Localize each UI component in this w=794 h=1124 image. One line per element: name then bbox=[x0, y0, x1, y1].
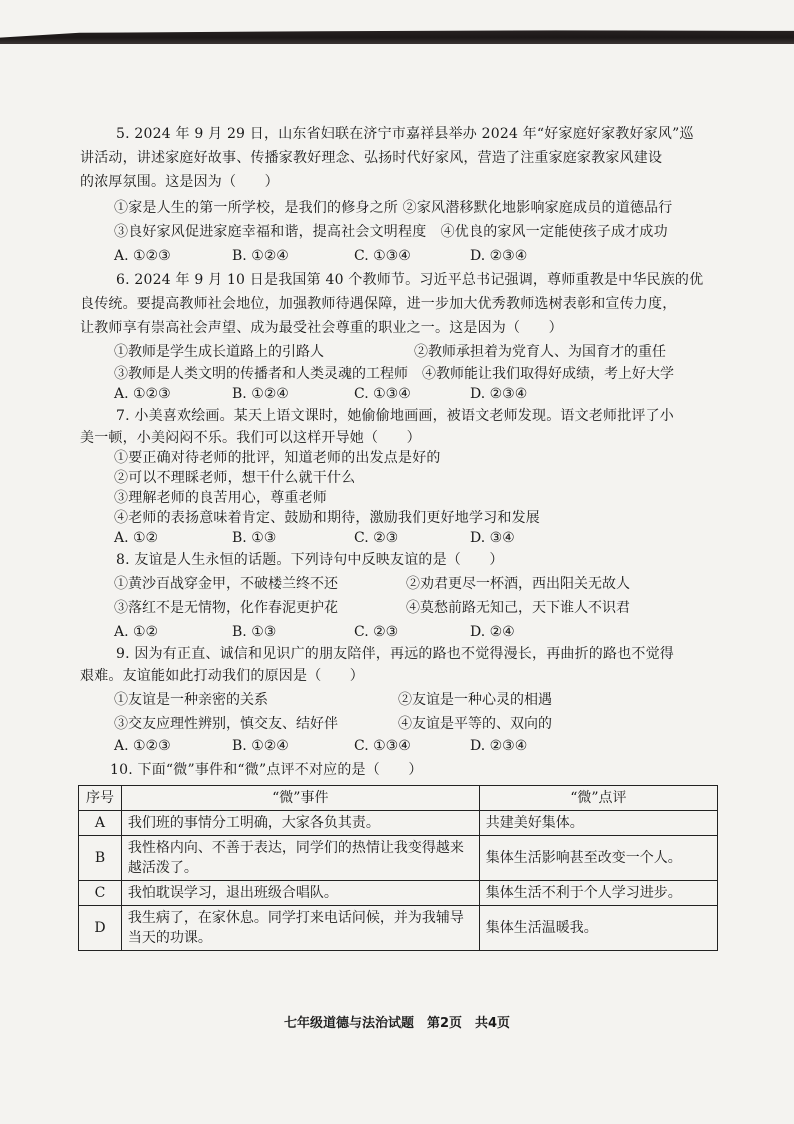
answer-a[interactable]: A. ①② bbox=[114, 530, 159, 546]
question-stem-line: 5. 2024 年 9 月 29 日，山东省妇联在济宁市嘉祥县举办 2024 年“好家庭好家教好家风”巡 bbox=[116, 126, 694, 142]
answer-d[interactable]: D. ②③④ bbox=[470, 738, 528, 754]
answer-choices bbox=[114, 384, 714, 404]
question-10-stem: 10. 下面“微”事件和“微”点评不对应的是（ ） bbox=[110, 762, 423, 778]
header-event: “微”事件 bbox=[121, 786, 479, 811]
table-row bbox=[79, 811, 718, 836]
table-row bbox=[79, 906, 718, 951]
question-stem-line: 良传统。要提高教师社会地位，加强教师待遇保障，进一步加大优秀教师选树表彰和宣传力度， bbox=[80, 296, 677, 312]
question-stem-line: 9. 因为有正直、诚信和见识广的朋友陪伴，再远的路也不觉得漫长，再曲折的路也不觉得 bbox=[116, 646, 675, 662]
option-line: ①家是人生的第一所学校，是我们的修身之所 ②家风潜移默化地影响家庭成员的道德品行 bbox=[114, 200, 673, 216]
question-stem-line: 艰难。友谊能如此打动我们的原因是（ ） bbox=[80, 668, 364, 684]
answer-a[interactable]: A. ①②③ bbox=[114, 248, 171, 264]
question-stem-line: 讲活动，讲述家庭好故事、传播家教好理念、弘扬时代好家风，营造了注重家庭家教家风建设 bbox=[80, 150, 663, 166]
option-1: ①黄沙百战穿金甲，不破楼兰终不还 bbox=[114, 576, 338, 592]
option-line: ①要正确对待老师的批评，知道老师的出发点是好的 bbox=[114, 450, 441, 466]
row-index: C bbox=[79, 881, 122, 906]
option-3: ③教师是人类文明的传播者和人类灵魂的工程师 bbox=[114, 366, 408, 382]
option-3: ③交友应理性辨别，慎交友、结好伴 bbox=[114, 716, 338, 732]
answer-a[interactable]: A. ①②③ bbox=[114, 386, 171, 402]
answer-b[interactable]: B. ①②④ bbox=[232, 738, 289, 754]
option-line: ③理解老师的良苦用心，尊重老师 bbox=[114, 490, 327, 506]
answer-b[interactable]: B. ①③ bbox=[232, 624, 277, 640]
option-row bbox=[114, 598, 714, 618]
answer-choices bbox=[114, 246, 714, 266]
option-2: ②劝君更尽一杯酒，西出阳关无故人 bbox=[406, 576, 630, 592]
row-event: 我怕耽误学习，退出班级合唱队。 bbox=[121, 881, 479, 906]
row-comment: 共建美好集体。 bbox=[479, 811, 717, 836]
option-row bbox=[114, 714, 714, 734]
option-row bbox=[114, 342, 714, 362]
row-event: 我生病了，在家休息。同学打来电话问候，并为我辅导当天的功课。 bbox=[121, 906, 479, 951]
question-stem-line: 8. 友谊是人生永恒的话题。下列诗句中反映友谊的是（ ） bbox=[116, 552, 504, 568]
page-footer: 七年级道德与法治试题 第2页 共4页 bbox=[283, 1016, 511, 1031]
option-4: ④教师能让我们取得好成绩，考上好大学 bbox=[422, 366, 674, 382]
option-row bbox=[114, 364, 714, 384]
option-2: ②友谊是一种心灵的相遇 bbox=[398, 692, 552, 708]
row-index: D bbox=[79, 906, 122, 951]
option-2: ②教师承担着为党育人、为国育才的重任 bbox=[414, 344, 666, 360]
answer-c[interactable]: C. ②③ bbox=[354, 624, 399, 640]
table-row bbox=[79, 836, 718, 881]
answer-b[interactable]: B. ①③ bbox=[232, 530, 277, 546]
question-stem-line: 让教师享有崇高社会声望、成为最受社会尊重的职业之一。这是因为（ ） bbox=[80, 320, 563, 336]
answer-d[interactable]: D. ②③④ bbox=[470, 248, 528, 264]
option-4: ④莫愁前路无知己，天下谁人不识君 bbox=[406, 600, 630, 616]
option-line: ③良好家风促进家庭幸福和谐，提高社会文明程度 ④优良的家风一定能使孩子成才成功 bbox=[114, 224, 668, 240]
answer-d[interactable]: D. ③④ bbox=[470, 530, 515, 546]
row-event: 我性格内向、不善于表达，同学们的热情让我变得越来越活泼了。 bbox=[121, 836, 479, 881]
question-stem-line: 6. 2024 年 9 月 10 日是我国第 40 个教师节。习近平总书记强调，尊师重教是中华民族的优 bbox=[116, 272, 704, 288]
answer-a[interactable]: A. ①② bbox=[114, 624, 159, 640]
question-stem-line: 美一顿，小美闷闷不乐。我们可以这样开导她（ ） bbox=[80, 430, 421, 446]
answer-b[interactable]: B. ①②④ bbox=[232, 386, 289, 402]
option-row bbox=[114, 574, 714, 594]
row-event: 我们班的事情分工明确，大家各负其责。 bbox=[121, 811, 479, 836]
scan-top-edge bbox=[0, 28, 794, 44]
event-comment-table bbox=[78, 785, 718, 951]
question-stem-line: 的浓厚氛围。这是因为（ ） bbox=[80, 174, 279, 190]
row-index: B bbox=[79, 836, 122, 881]
row-index: A bbox=[79, 811, 122, 836]
answer-c[interactable]: C. ①③④ bbox=[354, 386, 411, 402]
option-line: ④老师的表扬意味着肯定、鼓励和期待，激励我们更好地学习和发展 bbox=[114, 510, 540, 526]
header-index: 序号 bbox=[79, 786, 122, 811]
row-comment: 集体生活影响甚至改变一个人。 bbox=[479, 836, 717, 881]
option-1: ①教师是学生成长道路上的引路人 bbox=[114, 344, 324, 360]
answer-d[interactable]: D. ②④ bbox=[470, 624, 515, 640]
row-comment: 集体生活不利于个人学习进步。 bbox=[479, 881, 717, 906]
answer-choices bbox=[114, 736, 714, 756]
question-stem-line: 7. 小美喜欢绘画。某天上语文课时，她偷偷地画画，被语文老师发现。语文老师批评了小 bbox=[116, 408, 675, 424]
option-line: ②可以不理睬老师，想干什么就干什么 bbox=[114, 470, 356, 486]
answer-a[interactable]: A. ①②③ bbox=[114, 738, 171, 754]
answer-c[interactable]: C. ①③④ bbox=[354, 738, 411, 754]
option-3: ③落红不是无情物，化作春泥更护花 bbox=[114, 600, 338, 616]
option-1: ①友谊是一种亲密的关系 bbox=[114, 692, 268, 708]
option-row bbox=[114, 690, 714, 710]
answer-choices bbox=[114, 622, 714, 642]
answer-b[interactable]: B. ①②④ bbox=[232, 248, 289, 264]
answer-c[interactable]: C. ①③④ bbox=[354, 248, 411, 264]
option-4: ④友谊是平等的、双向的 bbox=[398, 716, 552, 732]
answer-c[interactable]: C. ②③ bbox=[354, 530, 399, 546]
table-header-row bbox=[79, 786, 718, 811]
row-comment: 集体生活温暖我。 bbox=[479, 906, 717, 951]
table-row bbox=[79, 881, 718, 906]
answer-choices bbox=[114, 528, 714, 548]
answer-d[interactable]: D. ②③④ bbox=[470, 386, 528, 402]
header-comment: “微”点评 bbox=[479, 786, 717, 811]
